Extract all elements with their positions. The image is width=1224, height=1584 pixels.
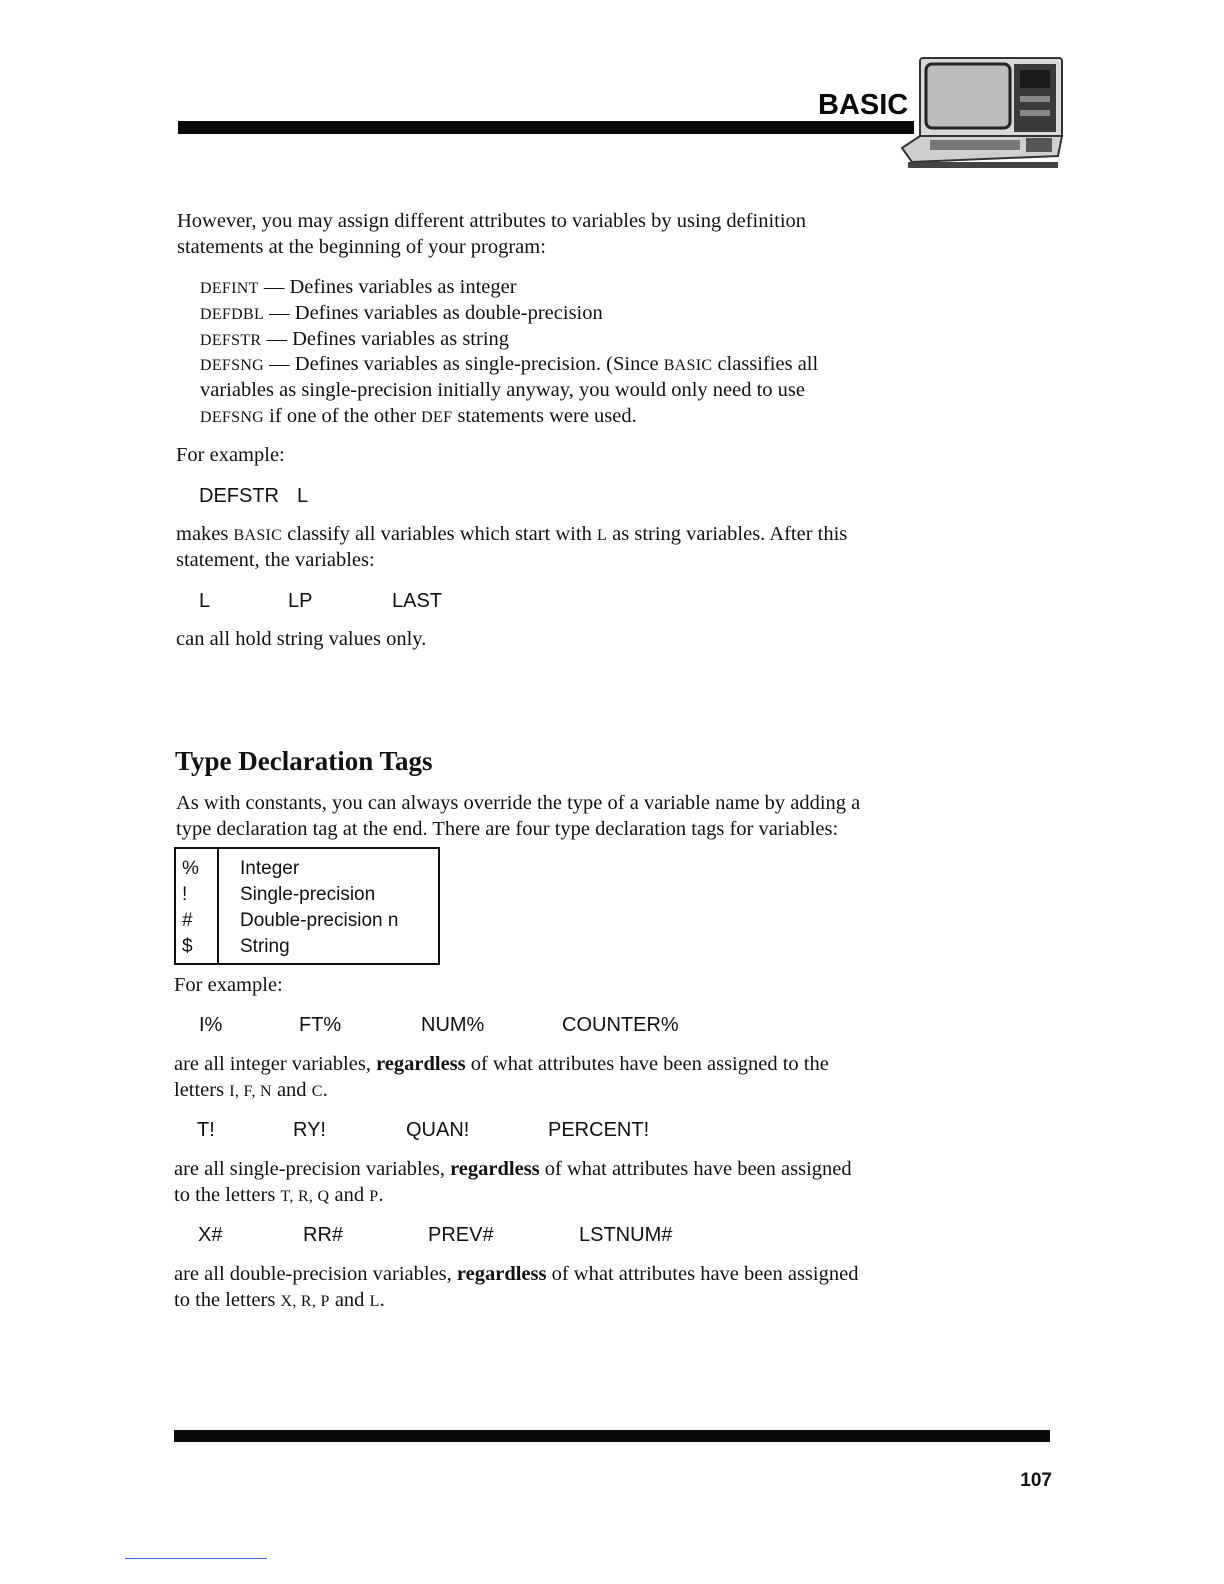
intro-line-2: statements at the beginning of your program:: [177, 236, 546, 258]
section-line-2: type declaration tag at the end. There are four type declaration tags for variables:: [176, 818, 839, 840]
variable-name: NUM%: [421, 1014, 485, 1036]
variable-list-integer: [0, 1012, 1224, 1038]
definition-defint: [200, 274, 517, 302]
code-token: L: [297, 485, 309, 507]
variable-list-single: [0, 1117, 1224, 1143]
keyword: DEFINT: [200, 280, 259, 297]
paragraph-closing: can all hold string values only.: [176, 628, 427, 650]
definition-text: classifies all: [712, 353, 819, 375]
text: to the letters: [174, 1184, 281, 1206]
table-row: [176, 882, 438, 908]
text: of what attributes have been assigned: [546, 1263, 859, 1285]
header-rule: [178, 121, 914, 134]
table-row: [176, 856, 438, 882]
text: as string variables. After this: [607, 523, 848, 545]
paragraph-integer-line-2: [174, 1077, 328, 1105]
page-number: 107: [1020, 1470, 1052, 1491]
section-heading: Type Declaration Tags: [175, 746, 433, 776]
variable-name: L: [199, 590, 211, 612]
definition-text: — Defines variables as string: [261, 328, 510, 350]
letters: I, F, N: [229, 1083, 272, 1100]
letters: X, R, P: [280, 1293, 330, 1310]
definition-text: if one of the other: [264, 405, 422, 427]
variable-name: X#: [198, 1224, 223, 1246]
keyword: DEFDBL: [200, 306, 265, 323]
basic-term: BASIC: [233, 527, 283, 544]
scan-artifact-line: [125, 1558, 267, 1559]
tag-meaning: Single-precision: [240, 884, 376, 905]
intro-line-1: However, you may assign different attributes to variables by using definition: [177, 210, 807, 232]
definition-text: statements were used.: [452, 405, 637, 427]
paragraph-makes-basic: [176, 521, 847, 549]
text: makes: [176, 523, 234, 545]
tag-meaning: Double-precision n: [240, 910, 399, 931]
definition-defsng-line-3: [200, 403, 637, 431]
text: .: [379, 1289, 385, 1311]
text: and: [329, 1289, 370, 1311]
paragraph-single: [174, 1156, 852, 1182]
variable-name: LSTNUM#: [579, 1224, 673, 1246]
section-line-1: As with constants, you can always override the type of a variable name by adding a: [176, 792, 861, 814]
definition-text: — Defines variables as integer: [258, 276, 517, 298]
text: of what attributes have been assigned: [539, 1158, 852, 1180]
example-label-2: For example:: [174, 974, 283, 996]
example-label: For example:: [176, 444, 285, 466]
text: to the letters: [174, 1289, 281, 1311]
variable-name: LAST: [392, 590, 443, 612]
variable-name: T!: [197, 1119, 215, 1141]
text: of what attributes have been assigned to the: [465, 1053, 829, 1075]
tag-meaning: Integer: [240, 858, 300, 879]
text: and: [329, 1184, 370, 1206]
trs80-computer-illustration: [900, 52, 1070, 176]
text: are all double-precision variables,: [174, 1263, 457, 1285]
tag-symbol: #: [182, 910, 193, 931]
paragraph-makes-basic-line-2: statement, the variables:: [176, 549, 375, 571]
paragraph-single-line-2: [174, 1182, 384, 1210]
letters: P: [369, 1188, 379, 1205]
variable-name: PREV#: [428, 1224, 494, 1246]
paragraph-integer: [174, 1051, 829, 1077]
text: classify all variables which start with: [282, 523, 597, 545]
paragraph-double: [174, 1261, 858, 1287]
type-tag-table: [174, 847, 440, 965]
table-row: [176, 908, 438, 934]
keyword: DEF: [421, 409, 453, 426]
emphasis: regardless: [450, 1158, 540, 1180]
text: are all single-precision variables,: [174, 1158, 451, 1180]
basic-term: BASIC: [663, 357, 713, 374]
letters: L: [369, 1293, 380, 1310]
emphasis: regardless: [456, 1263, 547, 1285]
letters: T, R, Q: [280, 1188, 330, 1205]
definition-defstr: [200, 326, 509, 354]
letter: L: [596, 527, 608, 544]
variable-name: LP: [288, 590, 313, 612]
text: .: [322, 1079, 328, 1101]
keyword: DEFSNG: [200, 409, 265, 426]
definition-defsng: [200, 351, 818, 379]
keyword: DEFSNG: [200, 357, 265, 374]
chapter-title: BASIC: [818, 89, 909, 121]
variable-name: RY!: [293, 1119, 326, 1141]
definition-defsng-line-2: variables as single-precision initially anyway, you would only need to use: [200, 379, 805, 401]
variable-name: COUNTER%: [562, 1014, 679, 1036]
text: are all integer variables,: [174, 1053, 377, 1075]
variable-name: QUAN!: [406, 1119, 470, 1141]
variable-name: RR#: [303, 1224, 344, 1246]
variable-name: FT%: [299, 1014, 342, 1036]
text: and: [271, 1079, 312, 1101]
definition-defdbl: [200, 300, 603, 328]
tag-meaning: String: [240, 936, 290, 957]
code-example-defstr: [0, 483, 1224, 509]
tag-symbol: !: [182, 884, 188, 905]
variable-name: I%: [199, 1014, 223, 1036]
text: .: [378, 1184, 384, 1206]
keyword: DEFSTR: [200, 332, 262, 349]
definition-text: — Defines variables as single-precision. (Since: [264, 353, 664, 375]
text: letters: [174, 1079, 230, 1101]
variable-list-string: [0, 588, 1224, 614]
tag-symbol: $: [182, 936, 193, 957]
variable-name: PERCENT!: [548, 1119, 650, 1141]
table-row: [176, 934, 438, 960]
tag-symbol: %: [182, 858, 199, 879]
paragraph-double-line-2: [174, 1287, 385, 1315]
emphasis: regardless: [376, 1053, 466, 1075]
footer-rule: [174, 1430, 1050, 1442]
variable-list-double: [0, 1222, 1224, 1248]
letters: C: [311, 1083, 323, 1100]
definition-text: — Defines variables as double-precision: [264, 302, 603, 324]
code-token: DEFSTR: [199, 485, 279, 507]
